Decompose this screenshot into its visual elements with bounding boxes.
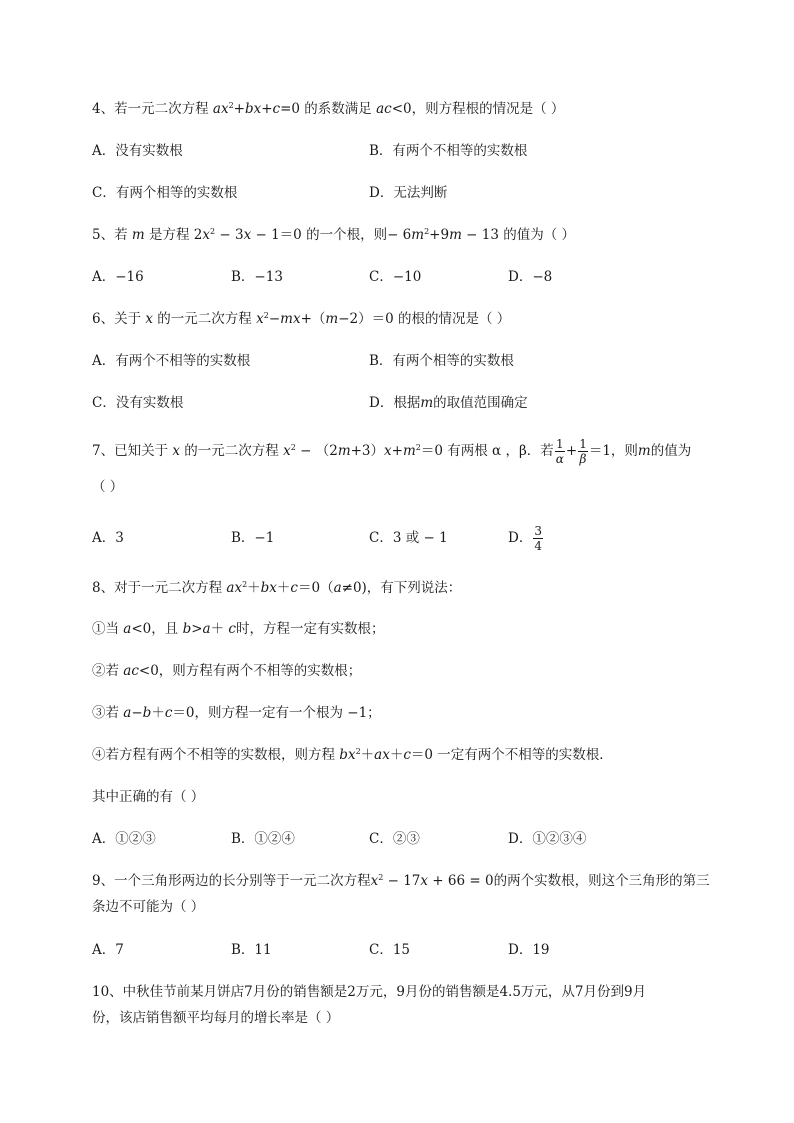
q9-text: − 17 xyxy=(383,873,421,889)
q7-var: x xyxy=(283,443,291,459)
q9-stem-line-2: 条边不可能为（ ） xyxy=(92,899,205,915)
q5-text: − 13 的值为（ ） xyxy=(461,227,576,243)
q6-option-b: B．有两个相等的实数根 xyxy=(369,353,514,369)
q8-text: ≠0)，有下列说法： xyxy=(341,580,462,596)
q4-text: 4、若一元二次方程 xyxy=(92,101,213,117)
q8-text: ＋ xyxy=(210,621,229,637)
q7-text: + xyxy=(391,443,403,459)
q6-text: 的一元二次方程 xyxy=(153,311,257,327)
q8-var: a xyxy=(123,621,132,637)
q8-correct-prompt: 其中正确的有（ ） xyxy=(92,789,205,805)
q8-sup: 2 xyxy=(355,747,361,756)
q9-var: x xyxy=(420,873,429,889)
q8-text: ＋ xyxy=(276,580,291,596)
question-8-stem xyxy=(92,579,461,597)
q7-sup: 2 xyxy=(415,443,421,452)
q8-text: 8、对于一元二次方程 xyxy=(92,580,227,596)
q8-var: b xyxy=(182,621,192,637)
q5-text: 是方程 2 xyxy=(144,227,203,243)
q8-text: ＝0 一定有两个不相等的实数根． xyxy=(410,747,613,763)
fraction-denominator: α xyxy=(555,452,564,466)
q7-option-b: B．−1 xyxy=(231,530,275,546)
q6-var: mx xyxy=(280,311,301,327)
q8-option-b: B．①②④ xyxy=(231,831,295,847)
q8-text: ①当 xyxy=(92,621,124,637)
q9-text: + 66 = 0 xyxy=(428,873,494,889)
q8-var: a xyxy=(123,705,132,721)
q8-statement-1 xyxy=(92,620,384,638)
question-7-stem xyxy=(92,434,691,468)
q5-option-c: C．−10 xyxy=(369,269,422,285)
q5-sup: 2 xyxy=(210,227,216,236)
q4-option-d: D．无法判断 xyxy=(369,185,448,201)
q5-option-d: D．−8 xyxy=(508,269,553,285)
fraction-numerator: 1 xyxy=(556,437,564,451)
q8-var: c xyxy=(403,747,411,763)
q9-text: 9、一个三角形两边的长分别等于一元二次方程 xyxy=(92,873,371,889)
q8-var: a xyxy=(333,580,342,596)
q5-text: 5、若 xyxy=(92,227,132,243)
question-9-stem xyxy=(92,872,710,890)
q7-answer-blank: （ ） xyxy=(92,479,124,495)
q8-option-a: A．①②③ xyxy=(92,831,156,847)
q6-option-d xyxy=(369,394,528,412)
q6-var: x xyxy=(145,311,154,327)
q5-text: − 1＝0 的一个根，则− 6 xyxy=(251,227,412,243)
q4-var: ax xyxy=(212,101,229,117)
q7-sup: 2 xyxy=(290,443,296,452)
q9-option-a: A．7 xyxy=(92,942,124,958)
q6-text: −2）＝0 的根的情况是（ ） xyxy=(338,311,511,327)
q6-var: m xyxy=(325,311,339,327)
q5-var: m xyxy=(411,227,425,243)
q4-option-c: C．有两个相等的实数根 xyxy=(92,185,238,201)
q5-text: − 3 xyxy=(215,227,244,243)
q8-var: bx xyxy=(339,747,356,763)
q6-text: 6、关于 xyxy=(92,311,146,327)
q7-var: x xyxy=(384,443,392,459)
q7-fraction-alpha xyxy=(555,437,565,466)
q9-option-b: B．11 xyxy=(231,942,272,958)
q7-text: − （2 xyxy=(295,443,338,459)
fraction-denominator: 4 xyxy=(534,539,542,553)
q5-sup: 2 xyxy=(424,227,430,236)
q7-option-d-fraction xyxy=(533,524,543,553)
q4-var: +bx+c xyxy=(233,101,281,117)
q5-text: +9 xyxy=(429,227,450,243)
q8-statement-2 xyxy=(92,662,361,680)
q9-text: 的两个实数根，则这个三角形的第三 xyxy=(493,873,710,889)
q7-option-c: C．3 或 − 1 xyxy=(369,530,448,546)
question-5-stem xyxy=(92,226,575,244)
q8-var: a xyxy=(202,621,211,637)
q9-option-c: C．15 xyxy=(369,942,411,958)
q7-text: 的一元二次方程 xyxy=(180,443,284,459)
q4-option-b: B．有两个不相等的实数根 xyxy=(369,143,528,159)
q8-var: c xyxy=(290,580,298,596)
q6-text: − xyxy=(268,311,281,327)
q8-text: ④若方程有两个不相等的实数根，则方程 xyxy=(92,747,340,763)
q8-text: ＝0，则方程一定有一个根为 −1； xyxy=(172,705,381,721)
q9-sup: 2 xyxy=(378,873,384,882)
question-10-stem: 10、中秋佳节前某月饼店7月份的销售额是2万元，9月份的销售额是4.5万元，从7月份到9月 xyxy=(92,984,647,1000)
q6-option-a: A．有两个不相等的实数根 xyxy=(92,353,251,369)
q6-option-c: C．没有实数根 xyxy=(92,395,184,411)
q7-text: + xyxy=(565,443,578,459)
q8-var: b xyxy=(142,705,152,721)
q8-text: 时，方程一定有实数根； xyxy=(235,621,385,637)
q8-option-c: C．②③ xyxy=(369,831,420,847)
q6-sup: 2 xyxy=(263,311,269,320)
q8-text: ③若 xyxy=(92,705,124,721)
q8-var: ac xyxy=(123,663,139,679)
q4-text: =0 的系数满足 xyxy=(280,101,377,117)
q8-text: > xyxy=(191,621,203,637)
q5-var: m xyxy=(449,227,462,243)
q8-text: <0，则方程有两个不相等的实数根； xyxy=(138,663,362,679)
q8-var: ax xyxy=(374,747,390,763)
q8-text: <0，且 xyxy=(131,621,183,637)
q9-var: x xyxy=(370,873,379,889)
q5-option-b: B．−13 xyxy=(231,269,283,285)
q8-var: c xyxy=(228,621,236,637)
q8-text: − xyxy=(131,705,143,721)
q4-var: ac xyxy=(376,101,392,117)
q5-var: x xyxy=(243,227,252,243)
q7-text: 7、已知关于 xyxy=(92,443,173,459)
q6-option-d-text: D．根据 xyxy=(369,395,421,411)
q7-text: +3） xyxy=(350,443,385,459)
q8-var: ax xyxy=(226,580,243,596)
q4-sup: 2 xyxy=(228,101,234,110)
q6-var: x xyxy=(256,311,264,327)
q6-option-d-text: 的取值范围确定 xyxy=(433,395,528,411)
q8-option-d: D．①②③④ xyxy=(508,831,587,847)
q9-option-d: D．19 xyxy=(508,942,550,958)
q7-text: ＝0 有两根 α ，β．若 xyxy=(420,443,554,459)
q8-text: ＋ xyxy=(389,747,404,763)
q8-statement-3 xyxy=(92,704,381,722)
q7-option-d xyxy=(508,518,544,558)
q8-text: ②若 xyxy=(92,663,124,679)
fraction-numerator: 1 xyxy=(579,437,587,451)
q8-var: c xyxy=(164,705,173,721)
q10-stem-line-2: 份，该店销售额平均每月的增长率是（ ） xyxy=(92,1010,340,1026)
q7-option-a: A．3 xyxy=(92,530,124,546)
q8-text: ＝0（ xyxy=(297,580,334,596)
q4-text: <0，则方程根的情况是（ ） xyxy=(391,101,565,117)
question-4-stem xyxy=(92,100,564,118)
q7-var: x xyxy=(172,443,181,459)
q7-var: m xyxy=(337,443,351,459)
q5-var: x xyxy=(202,227,210,243)
q8-text: ＋ xyxy=(360,747,375,763)
q8-text: ＋ xyxy=(247,580,261,596)
q5-var: m xyxy=(131,227,145,243)
q7-var: m xyxy=(402,443,416,459)
q7-fraction-beta xyxy=(578,437,588,466)
q8-statement-4 xyxy=(92,746,613,764)
q6-var: m xyxy=(420,395,434,411)
q7-option-d-label: D． xyxy=(508,530,533,546)
q5-option-a: A．−16 xyxy=(92,269,144,285)
q6-text: +（ xyxy=(300,311,326,327)
q8-sup: 2 xyxy=(242,580,248,589)
q4-option-a: A．没有实数根 xyxy=(92,143,183,159)
fraction-numerator: 3 xyxy=(534,524,542,538)
question-6-stem xyxy=(92,310,510,328)
q7-text: ＝1，则 xyxy=(588,443,638,459)
q7-var: m xyxy=(637,443,651,459)
q8-var: bx xyxy=(260,580,277,596)
q7-text: 的值为 xyxy=(650,443,692,459)
fraction-denominator: β xyxy=(579,452,587,466)
q8-text: ＋ xyxy=(151,705,165,721)
